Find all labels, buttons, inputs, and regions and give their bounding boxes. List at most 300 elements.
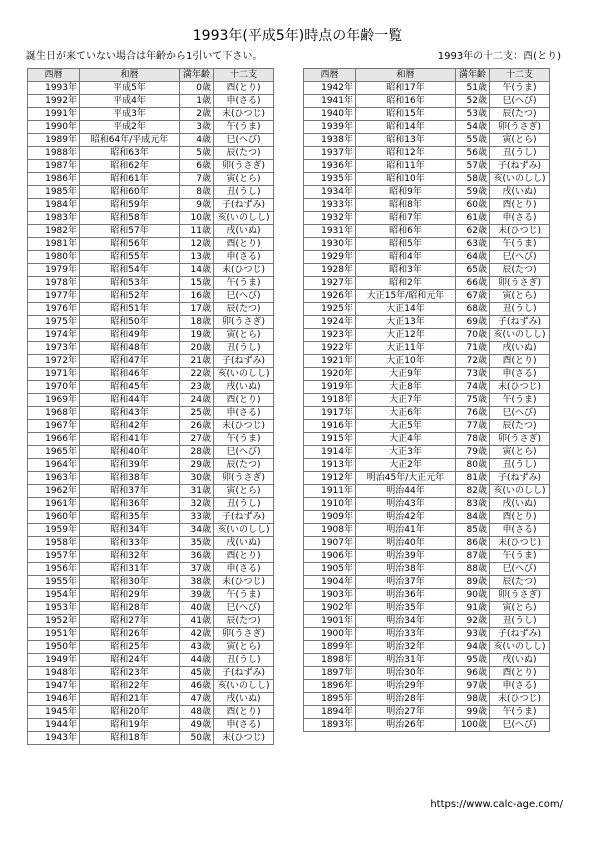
cell-western-year: 1963年 [28,472,80,485]
cell-western-year: 1956年 [28,563,80,576]
table-row [304,264,550,277]
cell-western-year: 1900年 [304,628,356,641]
table-row [28,160,274,173]
cell-japanese-era: 昭和41年 [80,433,180,446]
cell-japanese-era: 昭和19年 [80,719,180,732]
table-row [28,407,274,420]
cell-zodiac: 未(ひつじ) [214,732,274,745]
cell-japanese-era: 平成3年 [80,108,180,121]
cell-age: 67歳 [456,290,490,303]
cell-western-year: 1906年 [304,550,356,563]
cell-age: 91歳 [456,602,490,615]
table-row [304,186,550,199]
cell-western-year: 1899年 [304,641,356,654]
cell-western-year: 1939年 [304,121,356,134]
cell-japanese-era: 昭和31年 [80,563,180,576]
cell-japanese-era: 大正8年 [356,381,456,394]
table-row [28,108,274,121]
cell-age: 2歳 [180,108,214,121]
cell-zodiac: 申(さる) [214,719,274,732]
table-row [304,472,550,485]
cell-age: 21歳 [180,355,214,368]
cell-zodiac: 子(ねずみ) [490,628,550,641]
cell-age: 38歳 [180,576,214,589]
cell-age: 62歳 [456,225,490,238]
cell-zodiac: 丑(うし) [490,303,550,316]
table-row [28,381,274,394]
cell-age: 5歳 [180,147,214,160]
table-row [28,329,274,342]
cell-age: 54歳 [456,121,490,134]
cell-zodiac: 未(ひつじ) [214,264,274,277]
cell-japanese-era: 昭和11年 [356,160,456,173]
cell-western-year: 1993年 [28,82,80,95]
cell-age: 34歳 [180,524,214,537]
cell-zodiac: 辰(たつ) [214,459,274,472]
cell-age: 1歳 [180,95,214,108]
cell-age: 6歳 [180,160,214,173]
table-row [28,433,274,446]
cell-age: 58歳 [456,173,490,186]
cell-zodiac: 申(さる) [214,563,274,576]
cell-western-year: 1893年 [304,719,356,732]
cell-age: 61歳 [456,212,490,225]
cell-western-year: 1936年 [304,160,356,173]
cell-age: 42歳 [180,628,214,641]
cell-age: 31歳 [180,485,214,498]
cell-age: 49歳 [180,719,214,732]
cell-zodiac: 午(うま) [214,121,274,134]
cell-western-year: 1949年 [28,654,80,667]
table-row [28,394,274,407]
cell-western-year: 1896年 [304,680,356,693]
cell-japanese-era: 昭和12年 [356,147,456,160]
cell-zodiac: 巳(へび) [490,407,550,420]
table-row [304,550,550,563]
cell-zodiac: 辰(たつ) [490,108,550,121]
table-row [304,641,550,654]
cell-western-year: 1898年 [304,654,356,667]
cell-age: 10歳 [180,212,214,225]
cell-western-year: 1962年 [28,485,80,498]
cell-zodiac: 巳(へび) [490,719,550,732]
table-row [304,563,550,576]
cell-western-year: 1940年 [304,108,356,121]
cell-zodiac: 丑(うし) [214,498,274,511]
cell-zodiac: 酉(とり) [214,706,274,719]
cell-age: 51歳 [456,82,490,95]
cell-japanese-era: 昭和44年 [80,394,180,407]
cell-age: 53歳 [456,108,490,121]
cell-zodiac: 午(うま) [214,433,274,446]
cell-age: 59歳 [456,186,490,199]
cell-japanese-era: 昭和6年 [356,225,456,238]
cell-western-year: 1931年 [304,225,356,238]
cell-western-year: 1913年 [304,459,356,472]
table-row [28,628,274,641]
cell-japanese-era: 昭和32年 [80,550,180,563]
cell-japanese-era: 昭和16年 [356,95,456,108]
cell-western-year: 1912年 [304,472,356,485]
cell-age: 97歳 [456,680,490,693]
table-row [304,303,550,316]
cell-western-year: 1969年 [28,394,80,407]
table-row [28,667,274,680]
cell-western-year: 1977年 [28,290,80,303]
cell-age: 99歳 [456,706,490,719]
table-row [28,706,274,719]
cell-zodiac: 巳(へび) [490,95,550,108]
cell-japanese-era: 昭和49年 [80,329,180,342]
cell-age: 40歳 [180,602,214,615]
cell-western-year: 1951年 [28,628,80,641]
cell-western-year: 1911年 [304,485,356,498]
cell-western-year: 1926年 [304,290,356,303]
table-row [304,420,550,433]
zodiac-note: 1993年の十二支：酉(とり) [437,51,561,62]
cell-japanese-era: 明治44年 [356,485,456,498]
cell-japanese-era: 昭和5年 [356,238,456,251]
cell-zodiac: 卯(うさぎ) [490,277,550,290]
cell-zodiac: 申(さる) [490,680,550,693]
cell-zodiac: 寅(とら) [214,641,274,654]
table-row [304,407,550,420]
cell-zodiac: 亥(いのしし) [490,329,550,342]
cell-western-year: 1960年 [28,511,80,524]
cell-western-year: 1958年 [28,537,80,550]
cell-zodiac: 巳(へび) [214,134,274,147]
cell-western-year: 1928年 [304,264,356,277]
table-row [28,693,274,706]
table-row [28,368,274,381]
cell-japanese-era: 明治28年 [356,693,456,706]
table-row [28,641,274,654]
table-row [28,238,274,251]
cell-age: 23歳 [180,381,214,394]
cell-western-year: 1933年 [304,199,356,212]
cell-zodiac: 申(さる) [214,251,274,264]
cell-zodiac: 丑(うし) [490,147,550,160]
cell-western-year: 1991年 [28,108,80,121]
cell-japanese-era: 明治35年 [356,602,456,615]
cell-age: 47歳 [180,693,214,706]
cell-zodiac: 寅(とら) [490,134,550,147]
table-row [304,667,550,680]
table-row [304,433,550,446]
cell-zodiac: 卯(うさぎ) [490,433,550,446]
table-body [304,82,550,732]
cell-age: 63歳 [456,238,490,251]
cell-western-year: 1974年 [28,329,80,342]
cell-zodiac: 戌(いぬ) [214,693,274,706]
table-row [304,394,550,407]
cell-age: 18歳 [180,316,214,329]
cell-japanese-era: 昭和60年 [80,186,180,199]
cell-japanese-era: 大正9年 [356,368,456,381]
cell-age: 86歳 [456,537,490,550]
cell-western-year: 1917年 [304,407,356,420]
cell-age: 89歳 [456,576,490,589]
cell-age: 69歳 [456,316,490,329]
cell-zodiac: 未(ひつじ) [490,225,550,238]
cell-japanese-era: 昭和9年 [356,186,456,199]
cell-zodiac: 申(さる) [214,95,274,108]
table-row [304,173,550,186]
table-row [304,225,550,238]
table-row [304,108,550,121]
cell-japanese-era: 大正4年 [356,433,456,446]
cell-age: 41歳 [180,615,214,628]
cell-age: 7歳 [180,173,214,186]
table-row [28,485,274,498]
cell-age: 88歳 [456,563,490,576]
cell-japanese-era: 昭和55年 [80,251,180,264]
cell-age: 20歳 [180,342,214,355]
cell-zodiac: 未(ひつじ) [214,576,274,589]
cell-japanese-era: 昭和53年 [80,277,180,290]
cell-japanese-era: 昭和18年 [80,732,180,745]
table-row [304,212,550,225]
cell-western-year: 1903年 [304,589,356,602]
cell-western-year: 1990年 [28,121,80,134]
table-row [28,134,274,147]
cell-age: 96歳 [456,667,490,680]
cell-zodiac: 申(さる) [490,368,550,381]
cell-zodiac: 卯(うさぎ) [490,589,550,602]
table-row [304,134,550,147]
cell-japanese-era: 昭和10年 [356,173,456,186]
table-row [304,199,550,212]
table-row [304,524,550,537]
cell-age: 72歳 [456,355,490,368]
table-row [28,225,274,238]
cell-western-year: 1980年 [28,251,80,264]
table-row [28,498,274,511]
cell-zodiac: 卯(うさぎ) [214,316,274,329]
cell-western-year: 1902年 [304,602,356,615]
cell-zodiac: 未(ひつじ) [490,381,550,394]
cell-zodiac: 午(うま) [214,277,274,290]
cell-age: 43歳 [180,641,214,654]
table-row [28,446,274,459]
cell-zodiac: 辰(たつ) [214,303,274,316]
table-row [304,290,550,303]
table-header-row [304,69,550,82]
cell-zodiac: 子(ねずみ) [214,199,274,212]
table-body [28,82,274,745]
table-row [304,576,550,589]
cell-age: 71歳 [456,342,490,355]
table-row [28,563,274,576]
cell-western-year: 1989年 [28,134,80,147]
cell-western-year: 1943年 [28,732,80,745]
cell-western-year: 1987年 [28,160,80,173]
cell-zodiac: 丑(うし) [490,615,550,628]
cell-age: 46歳 [180,680,214,693]
table-row [304,693,550,706]
cell-zodiac: 寅(とら) [490,446,550,459]
cell-western-year: 1914年 [304,446,356,459]
cell-japanese-era: 昭和8年 [356,199,456,212]
cell-japanese-era: 昭和56年 [80,238,180,251]
cell-age: 50歳 [180,732,214,745]
cell-age: 84歳 [456,511,490,524]
cell-japanese-era: 昭和38年 [80,472,180,485]
cell-zodiac: 酉(とり) [214,82,274,95]
cell-western-year: 1983年 [28,212,80,225]
cell-age: 79歳 [456,446,490,459]
table-row [28,472,274,485]
cell-age: 82歳 [456,485,490,498]
cell-japanese-era: 昭和27年 [80,615,180,628]
cell-japanese-era: 昭和61年 [80,173,180,186]
cell-japanese-era: 明治42年 [356,511,456,524]
cell-age: 74歳 [456,381,490,394]
cell-zodiac: 亥(いのしし) [214,524,274,537]
cell-western-year: 1904年 [304,576,356,589]
table-row [28,95,274,108]
cell-japanese-era: 昭和54年 [80,264,180,277]
table-row [304,615,550,628]
cell-western-year: 1981年 [28,238,80,251]
cell-age: 33歳 [180,511,214,524]
cell-western-year: 1938年 [304,134,356,147]
table-row [304,329,550,342]
cell-japanese-era: 昭和3年 [356,264,456,277]
table-row [28,355,274,368]
cell-zodiac: 亥(いのしし) [214,212,274,225]
cell-zodiac: 子(ねずみ) [214,355,274,368]
cell-western-year: 1972年 [28,355,80,368]
cell-age: 8歳 [180,186,214,199]
cell-zodiac: 丑(うし) [490,459,550,472]
cell-western-year: 1973年 [28,342,80,355]
cell-age: 83歳 [456,498,490,511]
table-row [304,277,550,290]
table-row [28,251,274,264]
cell-zodiac: 酉(とり) [214,550,274,563]
table-row [28,602,274,615]
table-row [28,576,274,589]
table-row [304,706,550,719]
cell-age: 57歳 [456,160,490,173]
cell-japanese-era: 明治43年 [356,498,456,511]
cell-age: 77歳 [456,420,490,433]
cell-age: 55歳 [456,134,490,147]
cell-age: 98歳 [456,693,490,706]
cell-zodiac: 酉(とり) [490,355,550,368]
table-row [304,589,550,602]
cell-japanese-era: 大正6年 [356,407,456,420]
table-row [28,589,274,602]
cell-zodiac: 亥(いのしし) [490,485,550,498]
cell-japanese-era: 昭和39年 [80,459,180,472]
cell-western-year: 1910年 [304,498,356,511]
table-row [28,303,274,316]
cell-japanese-era: 平成2年 [80,121,180,134]
cell-japanese-era: 大正14年 [356,303,456,316]
cell-japanese-era: 昭和23年 [80,667,180,680]
cell-zodiac: 子(ねずみ) [490,160,550,173]
cell-japanese-era: 昭和35年 [80,511,180,524]
header-age: 満年齢 [180,69,214,82]
cell-zodiac: 未(ひつじ) [490,537,550,550]
cell-western-year: 1920年 [304,368,356,381]
cell-western-year: 1894年 [304,706,356,719]
cell-japanese-era: 昭和37年 [80,485,180,498]
cell-zodiac: 亥(いのしし) [214,680,274,693]
cell-age: 93歳 [456,628,490,641]
cell-japanese-era: 明治34年 [356,615,456,628]
cell-western-year: 1971年 [28,368,80,381]
footer-url: https://www.calc-age.com/ [430,799,563,810]
cell-age: 56歳 [456,147,490,160]
cell-japanese-era: 昭和28年 [80,602,180,615]
table-row [304,537,550,550]
cell-age: 52歳 [456,95,490,108]
cell-zodiac: 午(うま) [490,82,550,95]
cell-japanese-era: 大正5年 [356,420,456,433]
birthday-note: 誕生日が来ていない場合は年齢から1引いて下さい。 [26,51,263,62]
cell-japanese-era: 大正7年 [356,394,456,407]
cell-japanese-era: 昭和4年 [356,251,456,264]
cell-zodiac: 酉(とり) [214,394,274,407]
cell-western-year: 1953年 [28,602,80,615]
cell-age: 11歳 [180,225,214,238]
cell-western-year: 1918年 [304,394,356,407]
cell-age: 85歳 [456,524,490,537]
cell-western-year: 1934年 [304,186,356,199]
table-row [304,498,550,511]
cell-age: 94歳 [456,641,490,654]
header-western-year: 西暦 [28,69,80,82]
cell-japanese-era: 昭和59年 [80,199,180,212]
cell-western-year: 1930年 [304,238,356,251]
cell-western-year: 1942年 [304,82,356,95]
cell-zodiac: 丑(うし) [214,654,274,667]
table-row [28,82,274,95]
cell-zodiac: 丑(うし) [214,342,274,355]
cell-age: 39歳 [180,589,214,602]
table-row [304,381,550,394]
cell-age: 15歳 [180,277,214,290]
cell-age: 75歳 [456,394,490,407]
cell-western-year: 1959年 [28,524,80,537]
cell-western-year: 1907年 [304,537,356,550]
table-row [304,680,550,693]
cell-age: 36歳 [180,550,214,563]
cell-age: 65歳 [456,264,490,277]
cell-western-year: 1945年 [28,706,80,719]
cell-age: 87歳 [456,550,490,563]
cell-japanese-era: 昭和26年 [80,628,180,641]
cell-western-year: 1979年 [28,264,80,277]
cell-western-year: 1916年 [304,420,356,433]
cell-zodiac: 辰(たつ) [490,576,550,589]
table-row [304,95,550,108]
cell-zodiac: 未(ひつじ) [214,108,274,121]
table-row [28,524,274,537]
cell-age: 29歳 [180,459,214,472]
table-row [304,511,550,524]
age-table-left [27,68,274,745]
cell-age: 81歳 [456,472,490,485]
cell-japanese-era: 昭和45年 [80,381,180,394]
table-row [304,342,550,355]
cell-age: 90歳 [456,589,490,602]
table-row [28,264,274,277]
cell-western-year: 1909年 [304,511,356,524]
